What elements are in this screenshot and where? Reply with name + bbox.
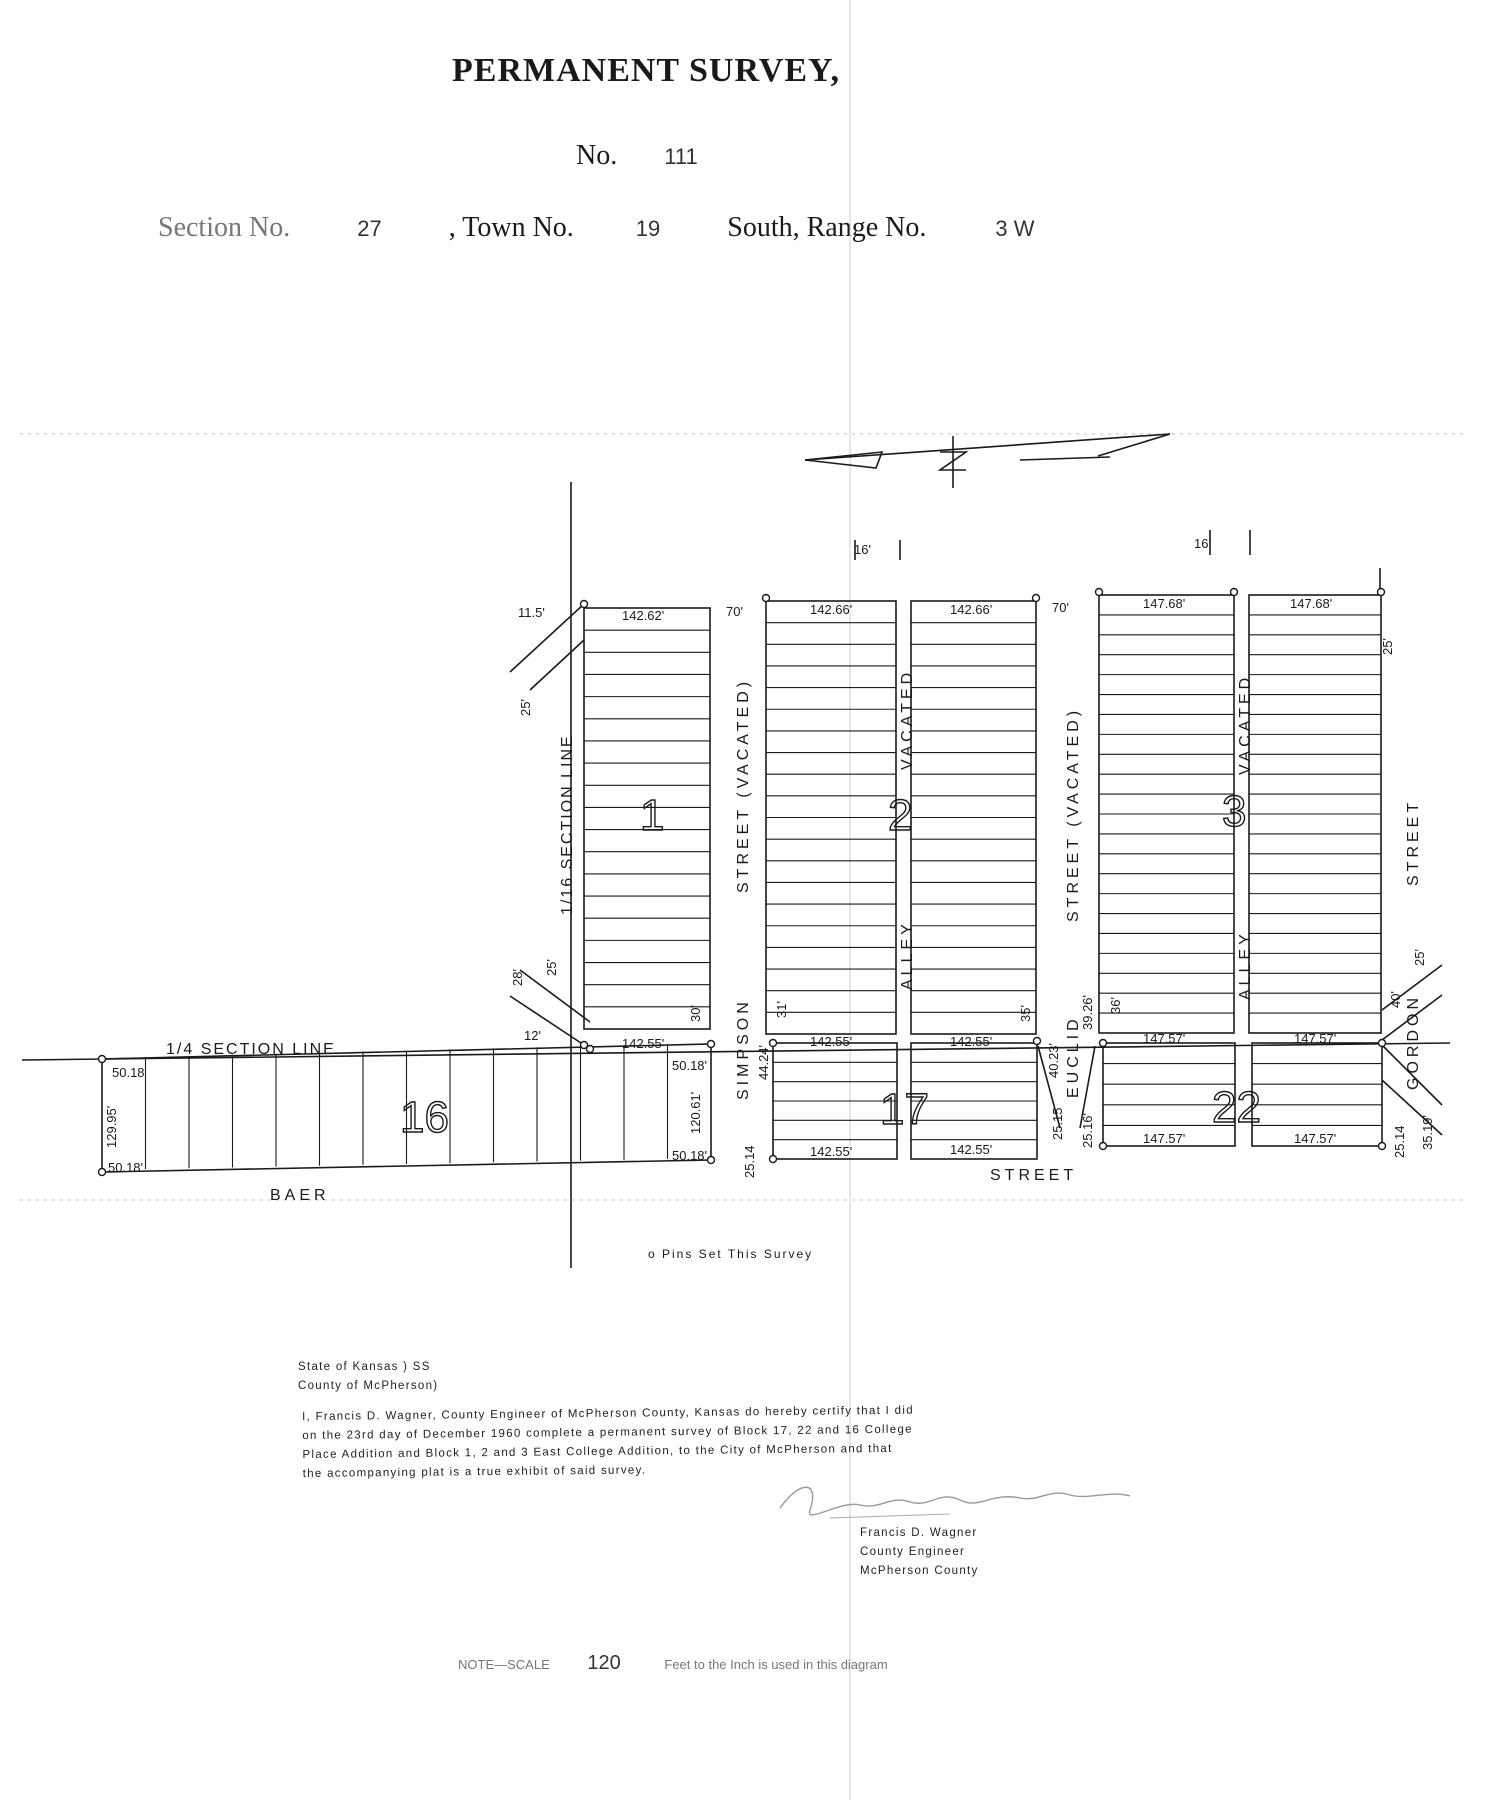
dim-36: 36' bbox=[1108, 997, 1123, 1014]
dim-st-w1: 70' bbox=[726, 604, 743, 619]
quarter-section-label: 1/4 SECTION LINE bbox=[166, 1041, 336, 1058]
euclid-label: EUCLID bbox=[1065, 1015, 1082, 1098]
cert-body-1: I, Francis D. Wagner, County Engineer of McPherson County, Kansas do hereby certify that I did bbox=[302, 1404, 914, 1423]
dim-30: 30' bbox=[688, 1005, 703, 1022]
pins-legend: o Pins Set This Survey bbox=[648, 1247, 814, 1261]
dim-b16-se: 50.18' bbox=[672, 1148, 708, 1163]
section-label: Section No. bbox=[158, 212, 291, 243]
block-label-16: 16 bbox=[400, 1093, 449, 1142]
block-label-22: 22 bbox=[1212, 1083, 1261, 1132]
survey-pin-icon bbox=[708, 1157, 715, 1164]
dim-b22-bot-e: 147.57' bbox=[1294, 1131, 1337, 1146]
dim-4023: 40.23' bbox=[1046, 1042, 1061, 1078]
dim-b3e-top: 147.68' bbox=[1290, 596, 1333, 611]
vacated-3-label: VACATED bbox=[1237, 673, 1254, 775]
survey-pin-icon bbox=[1100, 1040, 1107, 1047]
signature-image bbox=[770, 1470, 1150, 1530]
simpson-label: SIMPSON bbox=[735, 998, 752, 1100]
dim-2515: 25.15 bbox=[1050, 1107, 1065, 1140]
signer-title: County Engineer bbox=[860, 1546, 966, 1558]
dim-40: 40' bbox=[1388, 991, 1403, 1008]
dim-b17-top-w: 142.55' bbox=[810, 1034, 853, 1049]
euclid-street-vacated-label: STREET (VACATED) bbox=[1065, 706, 1082, 922]
dim-2516: 25.16' bbox=[1080, 1112, 1095, 1148]
survey-pin-icon bbox=[1096, 589, 1103, 596]
dim-b22-top-e: 147.57' bbox=[1294, 1031, 1337, 1046]
dim-b2w-top: 142.66' bbox=[810, 602, 853, 617]
dim-3519: 35.19' bbox=[1420, 1114, 1435, 1150]
dim-b17-bot-w: 142.55' bbox=[810, 1144, 853, 1159]
scale-value: 120 bbox=[587, 1652, 621, 1674]
survey-pin-icon bbox=[1231, 589, 1238, 596]
block-label-3: 3 bbox=[1222, 787, 1247, 836]
cert-state: State of Kansas ) SS bbox=[298, 1361, 431, 1373]
block-label-17: 17 bbox=[880, 1085, 929, 1134]
survey-pin-icon bbox=[581, 601, 588, 608]
signer-county: McPherson County bbox=[860, 1565, 979, 1577]
dim-b16-w: 129.95' bbox=[104, 1105, 119, 1148]
dim-b22-top-w: 147.57' bbox=[1143, 1031, 1186, 1046]
dim-st-w2: 70' bbox=[1052, 600, 1069, 615]
survey-pin-icon bbox=[1033, 595, 1040, 602]
dim-4424: 44.24' bbox=[756, 1044, 771, 1080]
dim-b1-bot: 142.55' bbox=[622, 1036, 665, 1051]
signer-block bbox=[860, 1524, 979, 1581]
dim-b16-e: 120.61' bbox=[688, 1091, 703, 1134]
survey-pin-icon bbox=[587, 1046, 594, 1053]
dim-b16-ne: 50.18' bbox=[672, 1058, 708, 1073]
dim-b3w-top: 147.68' bbox=[1143, 596, 1186, 611]
gordon-label: GORDON bbox=[1405, 994, 1422, 1090]
dim-3926: 39.26' bbox=[1080, 994, 1095, 1030]
dim-2514b: 25.14 bbox=[1392, 1125, 1407, 1158]
bottom-street-label: STREET bbox=[990, 1167, 1078, 1184]
document-title: PERMANENT SURVEY, bbox=[452, 52, 840, 89]
dim-b1-top: 142.62' bbox=[622, 608, 665, 623]
vacated-2-label: VACATED bbox=[899, 668, 916, 770]
scale-note bbox=[458, 1652, 888, 1675]
cert-body-4: the accompanying plat is a true exhibit of said survey. bbox=[302, 1464, 647, 1480]
block-label-1: 1 bbox=[640, 791, 665, 840]
dim-alley-w1: 16' bbox=[854, 542, 871, 557]
dim-35: 35' bbox=[1018, 1005, 1033, 1022]
survey-number-value: 111 bbox=[664, 144, 698, 169]
scale-prefix: NOTE—SCALE bbox=[458, 1657, 550, 1672]
block-label-2: 2 bbox=[888, 791, 913, 840]
dim-alley-w2: 16' bbox=[1194, 536, 1211, 551]
town-value: 19 bbox=[635, 216, 661, 241]
survey-pin-icon bbox=[99, 1169, 106, 1176]
town-label: , Town No. bbox=[448, 212, 574, 243]
survey-pin-icon bbox=[99, 1056, 106, 1063]
dim-25b: 25' bbox=[544, 959, 559, 976]
east-street-label: STREET bbox=[1405, 798, 1422, 886]
survey-pin-icon bbox=[1100, 1143, 1107, 1150]
survey-number-label: No. bbox=[576, 140, 618, 171]
dim-25d: 25' bbox=[1412, 949, 1427, 966]
baer-label: BAER bbox=[270, 1187, 330, 1204]
dim-25c: 25' bbox=[1380, 638, 1395, 655]
scale-suffix: Feet to the Inch is used in this diagram bbox=[664, 1657, 888, 1672]
cert-body-2: on the 23rd day of December 1960 complete a permanent survey of Block 17, 22 and 16 College bbox=[302, 1423, 913, 1442]
survey-pin-icon bbox=[1378, 589, 1385, 596]
alley-3-label: ALLEY bbox=[1237, 930, 1254, 1000]
survey-pin-icon bbox=[763, 595, 770, 602]
survey-pin-icon bbox=[708, 1041, 715, 1048]
certificate-header bbox=[298, 1358, 438, 1396]
dim-b16-sw: 50.18' bbox=[108, 1160, 144, 1175]
dim-b2e-top: 142.66' bbox=[950, 602, 993, 617]
dim-25a: 25' bbox=[518, 699, 533, 716]
cert-body-3: Place Addition and Block 1, 2 and 3 East College Addition, to the City of McPherson and that bbox=[302, 1442, 893, 1461]
north-arrow-icon bbox=[805, 434, 1170, 488]
dim-b17-bot-e: 142.55' bbox=[950, 1142, 993, 1157]
survey-pin-icon bbox=[1379, 1143, 1386, 1150]
dim-31: 31' bbox=[774, 1001, 789, 1018]
range-value: 3 W bbox=[995, 216, 1035, 241]
dim-28: 28' bbox=[510, 969, 525, 986]
cert-county: County of McPherson) bbox=[298, 1380, 439, 1392]
sixteenth-section-label: 1/16 SECTION LINE bbox=[559, 734, 576, 915]
dim-115: 11.5' bbox=[518, 605, 545, 620]
dim-b17-top-e: 142.55' bbox=[950, 1034, 993, 1049]
signer-name: Francis D. Wagner bbox=[860, 1527, 978, 1539]
dim-2514a: 25.14 bbox=[742, 1145, 757, 1178]
range-label: South, Range No. bbox=[727, 212, 927, 243]
dim-12: 12' bbox=[524, 1028, 541, 1043]
simpson-street-vacated-label: STREET (VACATED) bbox=[735, 677, 752, 893]
survey-pin-icon bbox=[1034, 1038, 1041, 1045]
alley-2-label: ALLEY bbox=[899, 920, 916, 990]
survey-pin-icon bbox=[1379, 1040, 1386, 1047]
section-value: 27 bbox=[357, 216, 382, 241]
dim-b16-nw: 50.18 bbox=[112, 1065, 145, 1080]
dim-b22-bot-w: 147.57' bbox=[1143, 1131, 1186, 1146]
survey-pin-icon bbox=[770, 1156, 777, 1163]
